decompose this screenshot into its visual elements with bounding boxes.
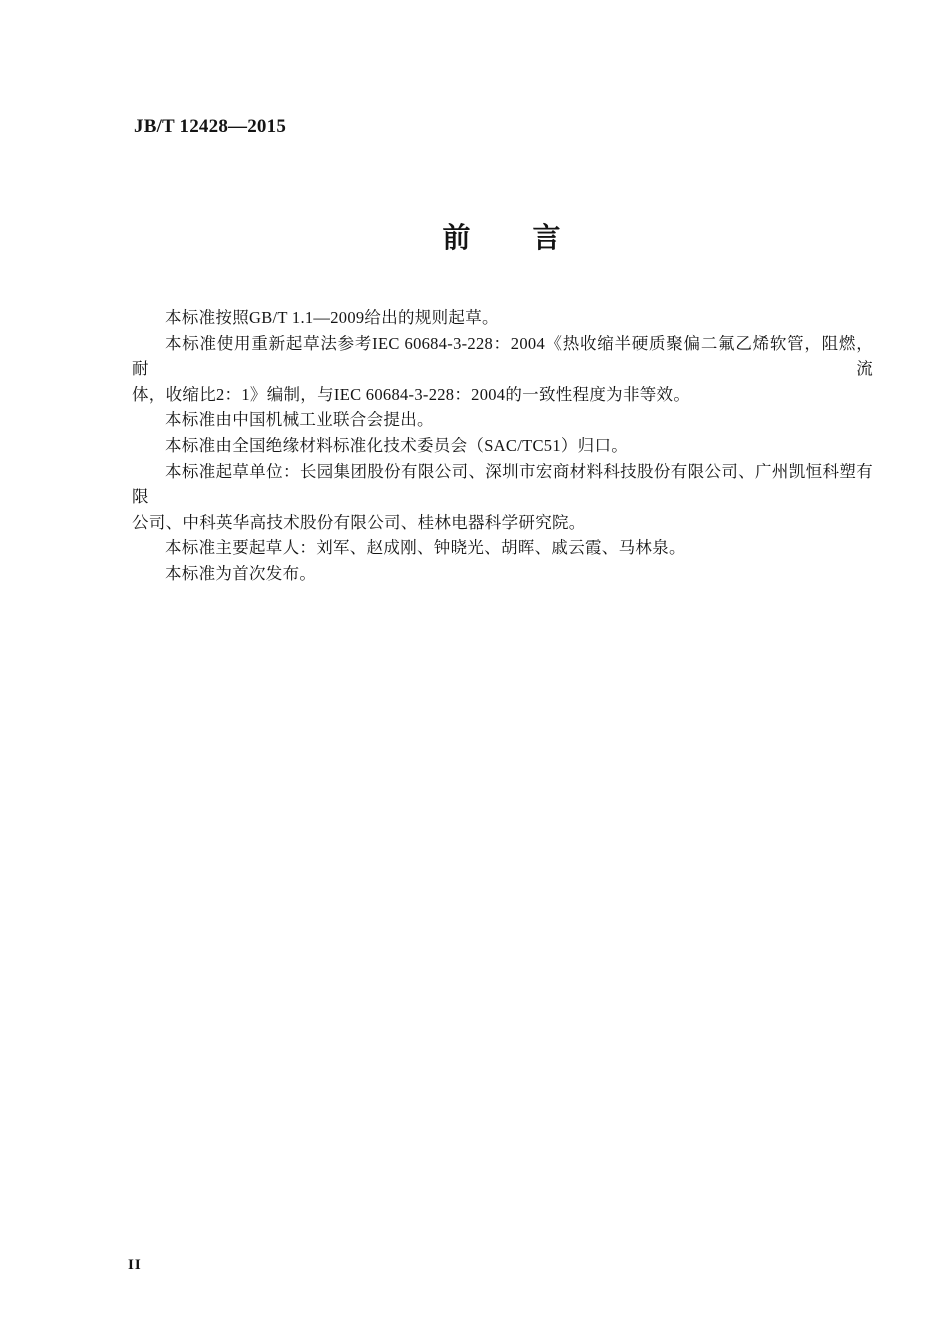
foreword-line: 体，收缩比2：1》编制，与IEC 60684-3-228：2004的一致性程度为非等效。 [132,384,691,404]
foreword-line: 本标准主要起草人：刘军、赵成刚、钟晓光、胡晖、戚云霞、马林泉。 [165,538,686,558]
foreword-line: 本标准按照GB/T 1.1—2009给出的规则起草。 [165,308,499,327]
standard-code-header: JB/T 12428—2015 [134,116,287,137]
foreword-line: 本标准由全国绝缘材料标准化技术委员会（SAC/TC51）归口。 [165,435,629,455]
foreword-body [132,305,873,587]
foreword-title: 前 言 [442,222,563,253]
page-number: II [128,1257,142,1273]
foreword-line: 本标准使用重新起草法参考IEC 60684-3-228：2004《热收缩半硬质聚偏二氟乙烯软管，阻燃，耐流 [132,333,873,379]
foreword-line: 公司、中科英华高技术股份有限公司、桂林电器科学研究院。 [132,512,586,532]
foreword-line: 本标准起草单位：长园集团股份有限公司、深圳市宏商材料科技股份有限公司、广州凯恒科塑有限 [132,461,873,507]
foreword-line: 本标准为首次发布。 [165,563,317,583]
foreword-line: 本标准由中国机械工业联合会提出。 [165,410,434,430]
